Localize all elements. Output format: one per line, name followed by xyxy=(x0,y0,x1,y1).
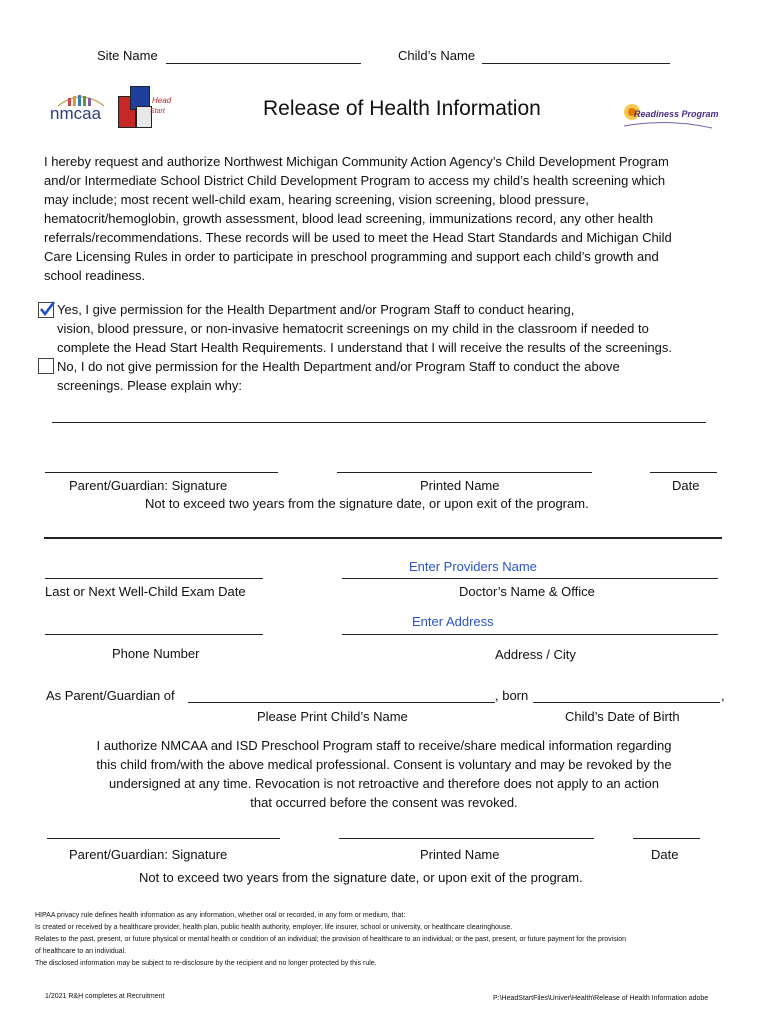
date-2-label: Date xyxy=(651,847,679,862)
consent-no-text xyxy=(57,357,620,395)
head-start-logo-start: Start xyxy=(150,108,165,115)
consent-yes-line: Yes, I give permission for the Health Department and/or Program Staff to conduct hearing, xyxy=(57,302,575,317)
guardian-of-prefix: As Parent/Guardian of xyxy=(46,688,175,703)
site-name-label: Site Name xyxy=(97,48,158,63)
born-text: , born xyxy=(495,688,529,703)
phone-label: Phone Number xyxy=(112,646,200,661)
nmcaa-logo xyxy=(50,86,112,132)
hipaa-line: Relates to the past, present, or future physical or mental health or condition of an individual; the provision of healthcare to an individual; or the past, present, or future payment for the provision xyxy=(35,936,627,943)
printed-name-1-input[interactable] xyxy=(337,472,592,473)
consent-yes-line: complete the Head Start Health Requirements. I understand that I will receive the results of the screenings. xyxy=(57,340,672,355)
address-input[interactable]: Enter Address xyxy=(412,614,494,629)
authorization-line: that occurred before the consent was revoked. xyxy=(250,795,518,810)
hipaa-line: HIPAA privacy rule defines health information as any information, whether oral or recorded, in any form or medium, that: xyxy=(35,912,406,919)
signature-2-input[interactable] xyxy=(47,838,280,839)
site-name-input[interactable] xyxy=(166,63,361,64)
date-1-label: Date xyxy=(672,478,700,493)
intro-line: Care Licensing Rules in order to participate in preschool programming and support each child’s growth and xyxy=(44,249,659,264)
childs-printed-name-input[interactable] xyxy=(188,702,495,703)
consent-yes-text xyxy=(57,300,672,357)
printed-name-2-label: Printed Name xyxy=(420,847,500,862)
explain-why-input[interactable] xyxy=(52,422,706,423)
signature-1-input[interactable] xyxy=(45,472,278,473)
intro-line: hematocrit/hemoglobin, growth assessment, blood lead screening, immunizations record, any other health xyxy=(44,211,654,226)
hipaa-notes xyxy=(35,910,735,970)
childs-name-label: Child’s Name xyxy=(398,48,476,63)
signature-2-label: Parent/Guardian: Signature xyxy=(69,847,228,862)
address-label: Address / City xyxy=(495,647,576,662)
nmcaa-logo-text: nmcaa xyxy=(50,104,102,123)
childs-name-input[interactable] xyxy=(482,63,670,64)
consent-no-line: No, I do not give permission for the Health Department and/or Program Staff to conduct the above xyxy=(57,359,620,374)
authorization-paragraph xyxy=(44,736,724,812)
intro-line: I hereby request and authorize Northwest Michigan Community Action Agency’s Child Development Program xyxy=(44,154,669,169)
date-2-input[interactable] xyxy=(633,838,700,839)
check-mark-icon xyxy=(39,301,55,317)
doctor-input-line xyxy=(342,578,718,579)
signature-1-label: Parent/Guardian: Signature xyxy=(69,478,228,493)
exam-date-input[interactable] xyxy=(45,578,263,579)
authorization-line: undersigned at any time. Revocation is not retroactive and therefore does not apply to an action xyxy=(109,776,659,791)
doctor-label: Doctor’s Name & Office xyxy=(459,584,595,599)
address-input-line xyxy=(342,634,718,635)
childs-dob-label: Child’s Date of Birth xyxy=(565,709,680,724)
authorization-line: this child from/with the above medical professional. Consent is voluntary and may be revoked by the xyxy=(96,757,672,772)
section-divider xyxy=(44,537,722,539)
childs-name-print-label: Please Print Child’s Name xyxy=(257,709,408,724)
head-start-logo xyxy=(116,84,172,130)
intro-paragraph xyxy=(44,152,672,285)
readiness-program-logo-text: Readiness Program xyxy=(634,109,719,119)
phone-input[interactable] xyxy=(45,634,263,635)
childs-dob-input[interactable] xyxy=(533,702,720,703)
hipaa-line: of healthcare to an individual. xyxy=(35,948,127,955)
footer-left: 1/2021 R&H completes at Recruitment xyxy=(45,993,165,1000)
page-title: Release of Health Information xyxy=(263,97,541,120)
consent-no-line: screenings. Please explain why: xyxy=(57,378,242,393)
consent-yes-line: vision, blood pressure, or non-invasive hematocrit screenings on my child in the classroom if needed to xyxy=(57,321,649,336)
date-1-input[interactable] xyxy=(650,472,717,473)
exam-date-label: Last or Next Well-Child Exam Date xyxy=(45,584,246,599)
signature-1-note: Not to exceed two years from the signature date, or upon exit of the program. xyxy=(145,496,589,511)
printed-name-1-label: Printed Name xyxy=(420,478,500,493)
readiness-program-logo xyxy=(622,100,719,132)
footer-right: P:\HeadStartFiles\Univer\Health\Release of Health Information adobe xyxy=(493,995,709,1002)
hipaa-line: Is created or received by a healthcare provider, health plan, public health authority, employer, life insurer, school or university, or healthcare clearinghouse. xyxy=(35,924,513,931)
comma-text: , xyxy=(721,688,725,703)
printed-name-2-input[interactable] xyxy=(339,838,594,839)
hipaa-line: The disclosed information may be subject to re-disclosure by the recipient and no longer protected by this rule. xyxy=(35,960,377,967)
head-start-logo-head: Head xyxy=(152,96,172,105)
intro-line: school readiness. xyxy=(44,268,146,283)
intro-line: and/or Intermediate School District Child Development Program to access my child’s health screening which xyxy=(44,173,666,188)
consent-no-checkbox[interactable] xyxy=(38,358,54,374)
intro-line: may include; most recent well-child exam, hearing screening, vision screening, blood pressure, xyxy=(44,192,589,207)
authorization-line: I authorize NMCAA and ISD Preschool Program staff to receive/share medical information regarding xyxy=(96,738,672,753)
intro-line: referrals/recommendations. These records will be used to meet the Head Start Standards and Michigan Child xyxy=(44,230,672,245)
providers-name-input[interactable]: Enter Providers Name xyxy=(409,559,537,574)
signature-2-note: Not to exceed two years from the signature date, or upon exit of the program. xyxy=(139,870,583,885)
consent-yes-checkbox[interactable] xyxy=(38,302,54,318)
